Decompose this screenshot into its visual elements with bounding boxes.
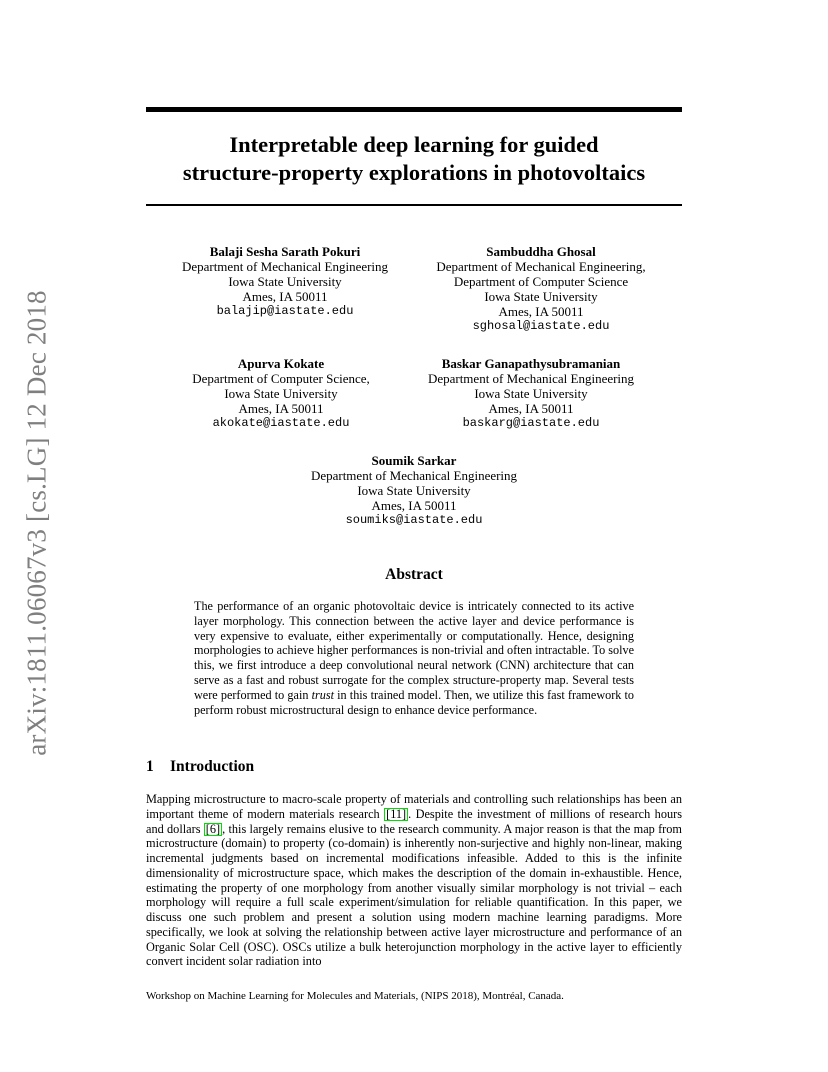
- author-affiliation: Ames, IA 50011: [238, 401, 324, 416]
- section-heading: [146, 758, 254, 776]
- author-name: Baskar Ganapathysubramanian: [441, 356, 621, 371]
- author-block-pokuri: [160, 244, 410, 319]
- intro-text: Mapping microstructure to macro-scale property of materials and controlling such relationships has been an important theme of modern materials research: [146, 792, 682, 821]
- author-email[interactable]: soumiks@iastate.edu: [345, 513, 483, 527]
- author-name: Balaji Sesha Sarath Pokuri: [209, 244, 361, 259]
- author-affiliation: Iowa State University: [474, 386, 588, 401]
- author-affiliation: Department of Mechanical Engineering: [427, 371, 635, 386]
- title-line-1: Interpretable deep learning for guided: [229, 132, 599, 157]
- author-block-ganapathysubramanian: [406, 356, 656, 431]
- title-bottom-rule: [146, 204, 682, 206]
- author-block-sarkar: [289, 453, 539, 528]
- author-email[interactable]: akokate@iastate.edu: [212, 416, 350, 430]
- author-affiliation: Ames, IA 50011: [371, 498, 457, 513]
- abstract-emphasis: trust: [311, 687, 334, 702]
- title-top-rule: [146, 107, 682, 112]
- paper-title: [146, 131, 682, 187]
- author-email[interactable]: sghosal@iastate.edu: [472, 319, 610, 333]
- abstract-text-part: in this trained model. Then, we utilize this fast framework to perform robust microstructural design to enhance device performance.: [194, 687, 635, 717]
- citation-link[interactable]: [6]: [205, 821, 221, 836]
- author-affiliation: Iowa State University: [484, 289, 598, 304]
- author-affiliation: Ames, IA 50011: [242, 289, 328, 304]
- title-line-2: structure-property explorations in photovoltaics: [182, 160, 646, 185]
- intro-text: , this largely remains elusive to the research community. A major reason is that the map from microstructure (domain) to property (co-domain) is inherently non-surjective and highly non-linear, making incremental judgments based on incremental modifications infeasible. Added to this is the infinite dimensionality of microstructure space, which makes the description of the domain in-exhaustible. Hence, estimating the property of one morphology from another visually similar morphology is not trivial – each morphology will require a full scale experiment/simulation for reliable quantification. In this paper, we discuss one such problem and present a solution using modern machine learning paradigms. More specifically, we look at solving the relationship between active layer microstructure and performance of an Organic Solar Cell (OSC). OSCs utilize a bulk heterojunction morphology in the active layer to efficiently convert incident solar radiation into: [146, 821, 682, 969]
- author-affiliation: Department of Mechanical Engineering: [310, 468, 518, 483]
- author-name: Sambuddha Ghosal: [486, 244, 596, 259]
- arxiv-stamp: [22, 285, 52, 760]
- author-name: Apurva Kokate: [237, 356, 325, 371]
- introduction-paragraph: [146, 792, 682, 969]
- citation-link[interactable]: [11]: [386, 806, 407, 821]
- section-number: 1: [146, 758, 154, 775]
- author-email[interactable]: baskarg@iastate.edu: [462, 416, 600, 430]
- author-affiliation: Ames, IA 50011: [488, 401, 574, 416]
- abstract-heading: Abstract: [385, 566, 443, 583]
- arxiv-stamp-text: arXiv:1811.06067v3 [cs.LG] 12 Dec 2018: [21, 289, 52, 756]
- section-title: Introduction: [170, 758, 255, 775]
- author-block-kokate: [156, 356, 406, 431]
- author-affiliation: Iowa State University: [357, 483, 471, 498]
- author-affiliation: Ames, IA 50011: [498, 304, 584, 319]
- author-affiliation: Department of Computer Science: [453, 274, 629, 289]
- author-email[interactable]: balajip@iastate.edu: [216, 304, 354, 318]
- author-affiliation: Department of Mechanical Engineering,: [436, 259, 646, 274]
- author-block-ghosal: [416, 244, 666, 334]
- author-affiliation: Iowa State University: [228, 274, 342, 289]
- author-affiliation: Department of Computer Science,: [192, 371, 370, 386]
- author-affiliation: Iowa State University: [224, 386, 338, 401]
- author-name: Soumik Sarkar: [371, 453, 457, 468]
- author-affiliation: Department of Mechanical Engineering: [181, 259, 389, 274]
- footer-venue-note: Workshop on Machine Learning for Molecules and Materials, (NIPS 2018), Montréal, Canada.: [146, 990, 564, 1002]
- abstract-text: [194, 599, 634, 717]
- abstract-text-part: The performance of an organic photovoltaic device is intricately connected to its active layer morphology. This connection between the active layer and device performance is very expensive to evaluate, either experimentally or computationally. Hence, designing morphologies to achieve higher performances is non-trivial and often intractable. To solve this, we first introduce a deep convolutional neural network (CNN) architecture that can serve as a fast and robust surrogate for the complex structure-property map. Several tests were performed to gain: [194, 599, 634, 702]
- intro-text: . Despite the investment of millions of research hours and dollars: [146, 806, 683, 836]
